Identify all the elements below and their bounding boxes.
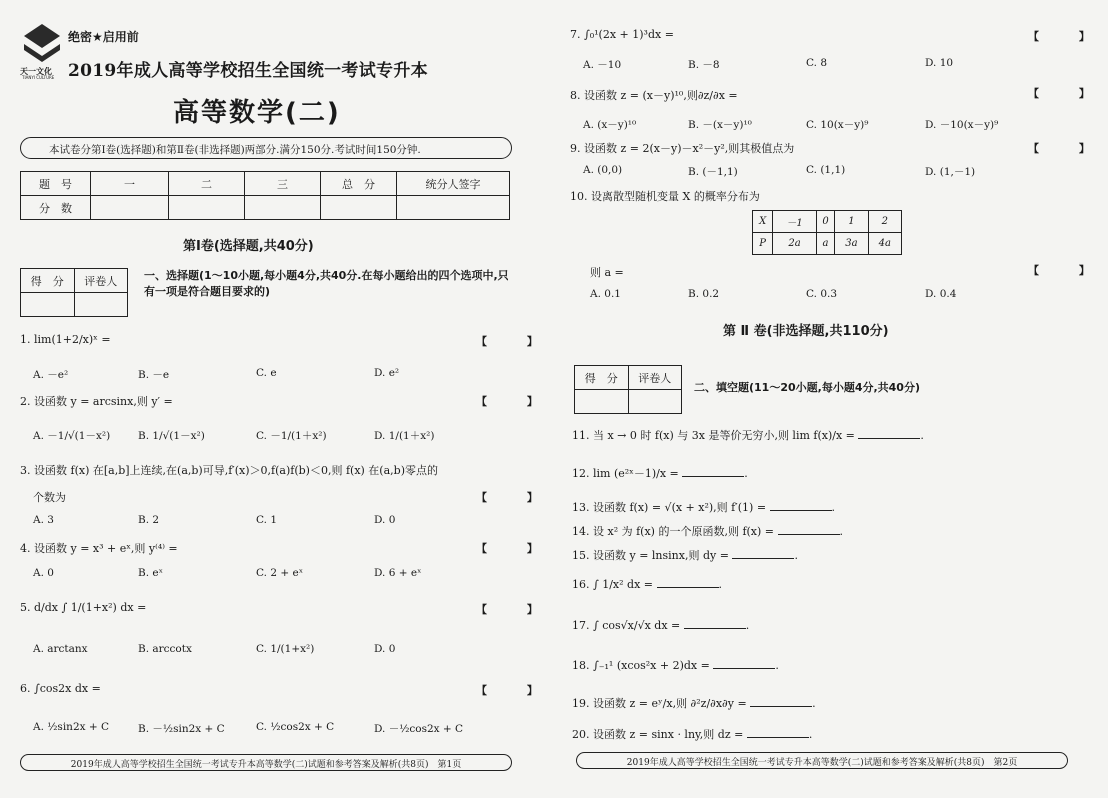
part2-title: 第 Ⅱ 卷(非选择题,共110分) <box>723 324 889 339</box>
score-row-label: 分 数 <box>21 196 91 220</box>
score-cell[interactable] <box>91 196 169 220</box>
question-number: 10. <box>570 190 588 203</box>
question-1 <box>20 333 111 346</box>
option-c: C. 1/(1+x²) <box>256 643 315 655</box>
option-c: C. ½cos2x + C <box>256 721 335 733</box>
score-header-cell: 二 <box>169 172 245 196</box>
option-d: D. 0 <box>374 643 396 655</box>
answer-bracket[interactable]: 【 】 <box>476 603 556 616</box>
dist-cell: P <box>753 233 773 255</box>
option-a: A. (0,0) <box>583 164 623 176</box>
answer-bracket[interactable]: 【 】 <box>476 684 556 697</box>
dist-cell: 1 <box>835 211 868 233</box>
secret-mark: 绝密★启用前 <box>68 30 139 44</box>
answer-blank[interactable] <box>770 501 832 511</box>
option-d: D. 0.4 <box>925 288 957 300</box>
option-b: B. －8 <box>688 59 720 71</box>
grader-name-label: 评卷人 <box>74 269 127 293</box>
question-8 <box>570 87 738 103</box>
answer-bracket[interactable]: 【 】 <box>1028 87 1108 100</box>
score-cell[interactable] <box>321 196 397 220</box>
fill-question-11: 11. 当 x → 0 时 f(x) 与 3x 是等价无穷小,则 lim f(x)/x = . <box>572 429 924 442</box>
fill-stem: 13. 设函数 f(x) = √(x + x²),则 f′(1) = <box>572 501 767 514</box>
option-c: C. 0.3 <box>806 288 838 300</box>
dist-cell: 2a <box>773 233 816 255</box>
probability-distribution-table <box>752 210 902 255</box>
option-b: B. (－1,1) <box>688 166 738 178</box>
question-6 <box>20 682 101 695</box>
option-b: B. eˣ <box>138 567 164 579</box>
question-2 <box>20 393 173 409</box>
option-c: C. 2 + eˣ <box>256 567 304 579</box>
question-number: 2. <box>20 395 31 408</box>
question-number: 7. <box>570 28 581 41</box>
question-stem: lim(1+2/x)ˣ = <box>34 333 111 346</box>
option-a: A. －1/√(1－x²) <box>33 430 111 442</box>
fill-question-13: 13. 设函数 f(x) = √(x + x²),则 f′(1) = . <box>572 501 836 514</box>
option-a: A. 0.1 <box>590 288 621 300</box>
question-stem: 设函数 f(x) 在[a,b]上连续,在(a,b)可导,f′(x)＞0,f(a)f(b)＜0,则 f(x) 在(a,b)零点的 <box>34 464 438 477</box>
score-header-cell: 一 <box>91 172 169 196</box>
answer-blank[interactable] <box>858 429 920 439</box>
dist-cell: 2 <box>868 211 901 233</box>
question-9 <box>570 140 794 156</box>
score-cell[interactable] <box>169 196 245 220</box>
question-stem: d/dx ∫ 1/(1+x²) dx = <box>34 601 147 614</box>
question-3 <box>20 462 438 478</box>
question-number: 9. <box>570 142 581 155</box>
dist-cell: 4a <box>868 233 901 255</box>
fill-stem: 15. 设函数 y = lnsinx,则 dy = <box>572 549 729 562</box>
option-c: C. 1 <box>256 514 278 526</box>
fill-stem: 20. 设函数 z = sinx · lny,则 dz = <box>572 728 744 741</box>
option-d: D. －10(x－y)⁹ <box>925 119 999 131</box>
question-3-continued: 个数为 <box>33 491 66 504</box>
exam-note: 本试卷分第Ⅰ卷(选择题)和第Ⅱ卷(非选择题)两部分.满分150分.考试时间150分钟. <box>20 137 512 159</box>
dist-cell: a <box>816 233 834 255</box>
answer-bracket[interactable]: 【 】 <box>476 395 556 408</box>
part2-description: 二、填空题(11～20小题,每小题4分,共40分) <box>694 381 920 394</box>
answer-blank[interactable] <box>682 467 744 477</box>
option-d: D. 0 <box>374 514 396 526</box>
subject-title: 高等数学(二) <box>173 98 341 128</box>
footer-page-1: 2019年成人高等学校招生全国统一考试专升本高等数学(二)试题和参考答案及解析(共8页) 第1页 <box>20 754 512 771</box>
option-c: C. －1/(1＋x²) <box>256 430 327 442</box>
question-number: 6. <box>20 682 31 695</box>
footer-page-2: 2019年成人高等学校招生全国统一考试专升本高等数学(二)试题和参考答案及解析(共8页) 第2页 <box>576 752 1068 769</box>
grader-cell[interactable] <box>74 293 127 317</box>
score-header-cell: 题 号 <box>21 172 91 196</box>
fill-question-14: 14. 设 x² 为 f(x) 的一个原函数,则 f(x) = . <box>572 525 844 538</box>
option-b: B. arccotx <box>138 643 192 655</box>
fill-question-20: 20. 设函数 z = sinx · lny,则 dz = . <box>572 728 813 741</box>
question-10-continued: 则 a = <box>590 266 624 279</box>
question-5 <box>20 601 146 614</box>
fill-stem: 12. lim (e²ˣ－1)/x = <box>572 467 679 480</box>
grader-name-label: 评卷人 <box>628 366 681 390</box>
fill-question-16: 16. ∫ 1/x² dx = . <box>572 578 722 591</box>
publisher-logo <box>22 22 62 72</box>
grader-score-label: 得 分 <box>21 269 75 293</box>
option-c: C. 8 <box>806 57 828 69</box>
option-a: A. (x－y)¹⁰ <box>583 119 637 131</box>
exam-title: 2019年成人高等学校招生全国统一考试专升本 <box>68 61 428 81</box>
answer-bracket[interactable]: 【 】 <box>476 542 556 555</box>
fill-stem: 17. ∫ cos√x/√x dx = <box>572 619 681 632</box>
option-c: C. (1,1) <box>806 164 846 176</box>
grader-cell[interactable] <box>575 390 629 414</box>
question-7 <box>570 28 674 41</box>
question-stem: ∫₀¹(2x + 1)³dx = <box>584 28 674 41</box>
answer-blank[interactable] <box>747 728 809 738</box>
answer-blank[interactable] <box>732 549 794 559</box>
fill-stem: 18. ∫₋₁¹ (xcos²x + 2)dx = <box>572 659 710 672</box>
option-c: C. e <box>256 367 277 379</box>
answer-bracket[interactable]: 【 】 <box>1028 264 1108 277</box>
answer-bracket[interactable]: 【 】 <box>476 491 556 504</box>
option-a: A. －10 <box>583 59 622 71</box>
fill-stem: 14. 设 x² 为 f(x) 的一个原函数,则 f(x) = <box>572 525 775 538</box>
score-header-cell: 统分人签字 <box>397 172 510 196</box>
question-stem: ∫cos2x dx = <box>34 682 101 695</box>
grader-box-part2 <box>574 365 682 414</box>
question-number: 4. <box>20 542 31 555</box>
question-stem: 设函数 y = arcsinx,则 y′ = <box>34 395 173 408</box>
grader-box <box>20 268 128 317</box>
score-table <box>20 171 510 220</box>
answer-blank[interactable] <box>750 697 812 707</box>
part1-description: 一、选择题(1～10小题,每小题4分,共40分.在每小题给出的四个选项中,只有一项是符合题目要求的) <box>144 269 509 298</box>
question-number: 8. <box>570 89 581 102</box>
score-cell[interactable] <box>245 196 321 220</box>
option-b: B. －e <box>138 369 170 381</box>
option-a: A. 0 <box>33 567 54 579</box>
grader-cell[interactable] <box>21 293 75 317</box>
option-a: A. ½sin2x + C <box>33 721 110 733</box>
question-number: 5. <box>20 601 31 614</box>
dist-cell: －1 <box>773 211 816 233</box>
option-b: B. 2 <box>138 514 160 526</box>
option-b: B. 0.2 <box>688 288 720 300</box>
answer-bracket[interactable]: 【 】 <box>1028 142 1108 155</box>
question-number: 3. <box>20 464 31 477</box>
logo-sub: TIANYI CULTURE <box>22 75 55 80</box>
question-stem: 设函数 z = (x－y)¹⁰,则∂z/∂x = <box>584 89 738 102</box>
fill-question-15: 15. 设函数 y = lnsinx,则 dy = . <box>572 549 798 562</box>
answer-blank[interactable] <box>684 619 746 629</box>
option-b: B. 1/√(1－x²) <box>138 430 205 442</box>
score-cell[interactable] <box>397 196 510 220</box>
question-10 <box>570 188 760 204</box>
fill-stem: 11. 当 x → 0 时 f(x) 与 3x 是等价无穷小,则 lim f(x)/x = <box>572 429 855 442</box>
question-stem: 设函数 z = 2(x－y)－x²－y²,则其极值点为 <box>584 142 795 155</box>
option-b: B. －½sin2x + C <box>138 723 225 735</box>
logo-text: 天一文化 <box>20 67 52 76</box>
option-d: D. 1/(1＋x²) <box>374 430 435 442</box>
dist-cell: X <box>753 211 773 233</box>
dist-cell: 0 <box>816 211 834 233</box>
question-stem: 设函数 y = x³ + eˣ,则 y⁽⁴⁾ = <box>34 542 178 555</box>
answer-blank[interactable] <box>713 659 775 669</box>
score-header-cell: 三 <box>245 172 321 196</box>
question-4 <box>20 540 178 556</box>
fill-question-12: 12. lim (e²ˣ－1)/x = . <box>572 467 748 480</box>
option-a: A. arctanx <box>33 643 88 655</box>
fill-question-19: 19. 设函数 z = eʸ/x,则 ∂²z/∂x∂y = . <box>572 697 816 710</box>
score-header-cell: 总 分 <box>321 172 397 196</box>
option-d: D. e² <box>374 367 400 379</box>
grader-score-label: 得 分 <box>575 366 629 390</box>
question-number: 1. <box>20 333 31 346</box>
option-a: A. 3 <box>33 514 54 526</box>
option-d: D. 6 + eˣ <box>374 567 422 579</box>
option-d: D. －½cos2x + C <box>374 723 464 735</box>
part1-title: 第Ⅰ卷(选择题,共40分) <box>183 239 314 254</box>
option-b: B. －(x－y)¹⁰ <box>688 119 752 131</box>
answer-blank[interactable] <box>657 578 719 588</box>
option-d: D. 10 <box>925 57 954 69</box>
question-stem: 设离散型随机变量 X 的概率分布为 <box>591 190 760 203</box>
dist-cell: 3a <box>835 233 868 255</box>
option-a: A. －e² <box>33 369 69 381</box>
answer-blank[interactable] <box>778 525 840 535</box>
option-d: D. (1,－1) <box>925 166 976 178</box>
fill-question-17: 17. ∫ cos√x/√x dx = . <box>572 619 750 632</box>
grader-cell[interactable] <box>628 390 681 414</box>
answer-bracket[interactable]: 【 】 <box>476 335 556 348</box>
fill-stem: 16. ∫ 1/x² dx = <box>572 578 653 591</box>
option-c: C. 10(x－y)⁹ <box>806 119 869 131</box>
fill-question-18: 18. ∫₋₁¹ (xcos²x + 2)dx = . <box>572 659 779 672</box>
answer-bracket[interactable]: 【 】 <box>1028 30 1108 43</box>
fill-stem: 19. 设函数 z = eʸ/x,则 ∂²z/∂x∂y = <box>572 697 747 710</box>
